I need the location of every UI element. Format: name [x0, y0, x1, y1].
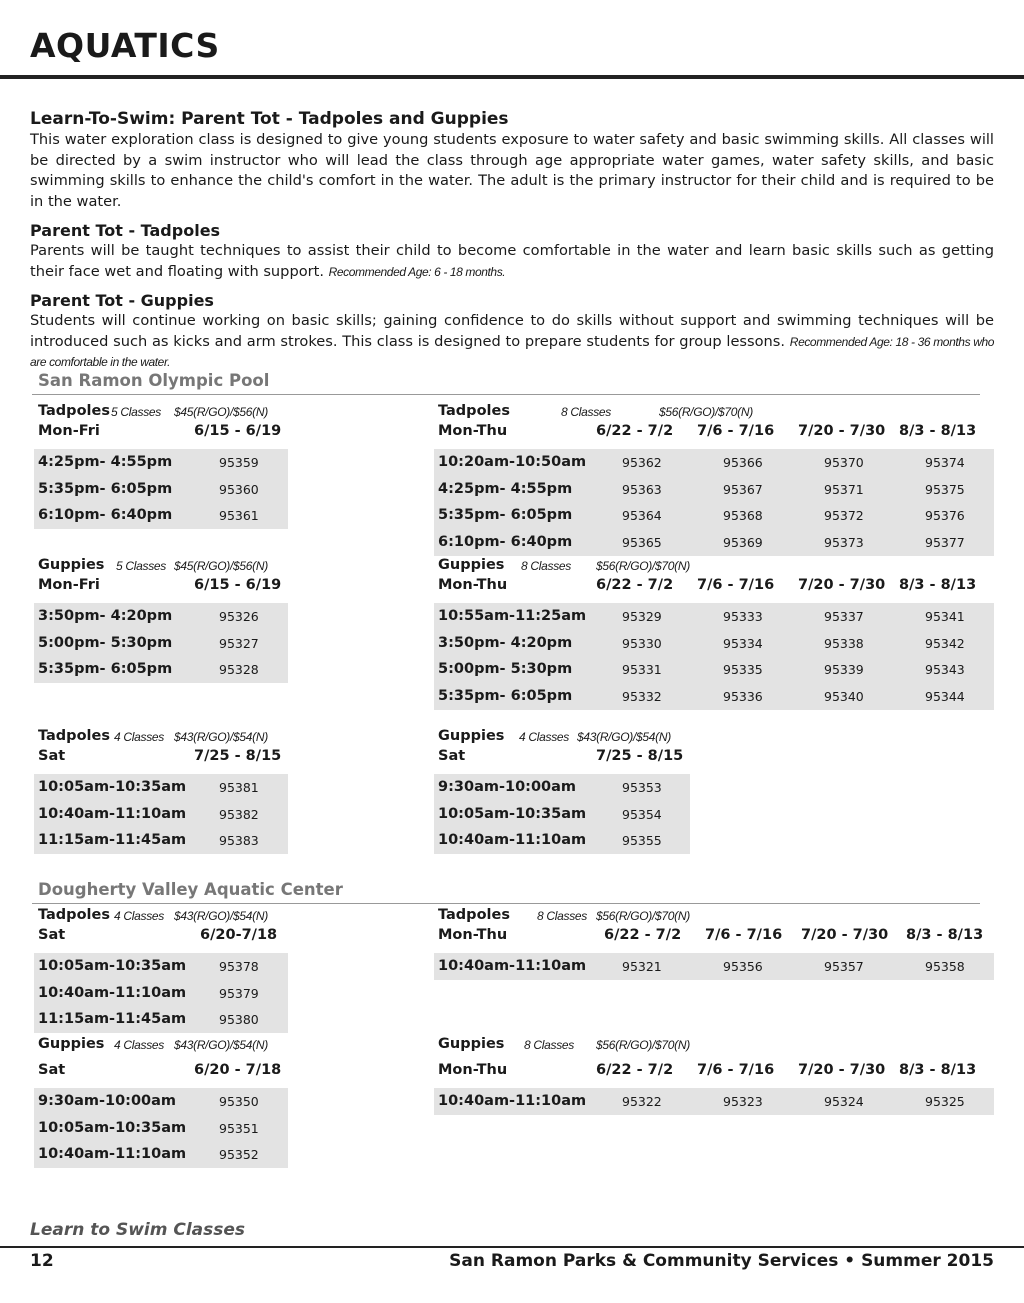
table-row [34, 1006, 288, 1033]
class-name: Tadpoles [38, 907, 110, 923]
footer-subtitle: Learn to Swim Classes [30, 1220, 246, 1240]
day-label: Mon-Thu [438, 577, 508, 593]
class-price: $43(R/GO)/$54(N) [174, 909, 268, 923]
course-code: 95338 [824, 635, 864, 651]
course-code: 95380 [219, 1012, 259, 1028]
course-code: 95356 [723, 959, 763, 974]
day-label: Sat [38, 927, 66, 943]
table-row [34, 801, 288, 828]
day-header-row [34, 423, 288, 443]
class-time: 11:15am-11:45am [38, 1011, 187, 1028]
table-row [34, 953, 288, 980]
date-range-header: 6/20 - 7/18 [194, 1062, 282, 1078]
course-code: 95332 [622, 689, 662, 705]
course-code: 95364 [622, 508, 662, 524]
date-range-header: 8/3 - 8/13 [906, 927, 984, 943]
date-range-header: 7/20 - 7/30 [798, 577, 886, 593]
table-row [34, 476, 288, 503]
class-name: Tadpoles [438, 907, 510, 923]
schedule-block [34, 907, 288, 1033]
date-range-header: 7/20 - 7/30 [798, 1062, 886, 1078]
schedule-block [34, 1036, 288, 1168]
class-time: 4:25pm- 4:55pm [438, 480, 573, 497]
course-code: 95352 [219, 1147, 259, 1163]
table-row [434, 656, 994, 683]
block-header [434, 557, 994, 577]
intro-body: This water exploration class is designed to give young students exposure to water safety and basic swimming skills. All classes will be directed by a swim instructor who will lead the class through age appropriate water games, water safety skills, and basic swimming skills to enhance the child's comfort in the water. The adult is the primary instructor for their child and is required to be in the water. [30, 131, 994, 210]
schedule-block [434, 907, 994, 980]
class-name: Tadpoles [38, 728, 110, 744]
class-name: Guppies [438, 557, 505, 573]
block-header [434, 907, 994, 927]
block-header [34, 403, 288, 423]
class-time: 10:05am-10:35am [438, 805, 587, 822]
tadpoles-description [30, 241, 994, 282]
day-label: Sat [438, 748, 466, 764]
course-code: 95339 [824, 662, 864, 678]
class-time: 10:40am-11:10am [438, 832, 587, 849]
course-code: 95340 [824, 689, 864, 705]
day-header-row [34, 748, 288, 768]
course-code: 95357 [824, 959, 864, 974]
course-code: 95326 [219, 609, 259, 624]
block-header [34, 728, 288, 748]
class-name: Guppies [38, 557, 105, 573]
course-code: 95341 [925, 609, 965, 624]
table-row [434, 603, 994, 630]
class-price: $56(R/GO)/$70(N) [659, 405, 753, 419]
schedule-block [434, 728, 690, 854]
course-code: 95359 [219, 455, 259, 470]
course-code: 95342 [925, 635, 965, 651]
date-range-header: 6/22 - 7/2 [596, 1062, 674, 1078]
date-range-header: 8/3 - 8/13 [899, 423, 977, 439]
intro-section [30, 108, 994, 373]
class-price: $45(R/GO)/$56(N) [174, 559, 268, 573]
class-count: 8 Classes [524, 1038, 574, 1052]
block-header [434, 728, 690, 748]
block-header [34, 557, 288, 577]
course-code: 95327 [219, 635, 259, 651]
course-code: 95324 [824, 1094, 864, 1109]
course-code: 95371 [824, 481, 864, 497]
pool-rule-olympic [32, 394, 980, 395]
class-count: 5 Classes [111, 405, 161, 419]
day-label: Mon-Thu [438, 1062, 508, 1078]
class-time: 5:00pm- 5:30pm [38, 634, 173, 651]
table-row [34, 1088, 288, 1115]
course-code: 95373 [824, 535, 864, 551]
page-title: AQUATICS [30, 26, 220, 65]
course-code: 95374 [925, 455, 965, 470]
course-code: 95368 [723, 508, 763, 524]
date-range-header: 7/6 - 7/16 [697, 423, 775, 439]
schedule-block [34, 728, 288, 854]
schedule-block [34, 557, 288, 683]
class-count: 5 Classes [116, 559, 166, 573]
class-time: 5:35pm- 6:05pm [438, 688, 573, 705]
class-price: $43(R/GO)/$54(N) [577, 730, 671, 744]
date-range-header: 6/15 - 6/19 [194, 423, 282, 439]
course-code: 95335 [723, 662, 763, 678]
class-price: $56(R/GO)/$70(N) [596, 1038, 690, 1052]
schedule-block [34, 403, 288, 529]
class-time: 4:25pm- 4:55pm [38, 454, 173, 470]
class-time: 5:35pm- 6:05pm [38, 480, 173, 497]
class-time: 6:10pm- 6:40pm [438, 534, 573, 551]
class-name: Guppies [438, 728, 505, 744]
pool-title-olympic: San Ramon Olympic Pool [38, 371, 270, 390]
table-row [434, 1088, 994, 1115]
date-range-header: 7/20 - 7/30 [801, 927, 889, 943]
date-range-header: 7/6 - 7/16 [705, 927, 783, 943]
course-code: 95333 [723, 609, 763, 624]
day-label: Mon-Thu [438, 423, 508, 439]
course-code: 95337 [824, 609, 864, 624]
table-row [34, 603, 288, 630]
block-header [434, 403, 994, 423]
tadpoles-age: Recommended Age: 6 - 18 months. [328, 264, 506, 279]
date-range-header: 6/15 - 6/19 [194, 577, 282, 593]
course-code: 95378 [219, 959, 259, 974]
class-time: 6:10pm- 6:40pm [38, 507, 173, 524]
class-name: Tadpoles [38, 403, 110, 419]
course-code: 95330 [622, 635, 662, 651]
class-count: 8 Classes [537, 909, 587, 923]
course-code: 95321 [622, 959, 662, 974]
course-code: 95375 [925, 481, 965, 497]
course-code: 95354 [622, 806, 662, 822]
table-row [434, 502, 994, 529]
table-row [34, 774, 288, 801]
class-time: 10:40am-11:10am [38, 984, 187, 1001]
guppies-body: Students will continue working on basic skills; gaining confidence to do skills without support and swimming techniques will be introduced such as kicks and arm strokes. This class is designed to prepare students for group lessons. [30, 312, 994, 350]
class-price: $43(R/GO)/$54(N) [174, 730, 268, 744]
class-time: 5:35pm- 6:05pm [38, 661, 173, 678]
page-number: 12 [30, 1251, 54, 1271]
class-count: 4 Classes [519, 730, 569, 744]
day-label: Mon-Thu [438, 927, 508, 943]
course-code: 95344 [925, 689, 965, 705]
date-range-header: 8/3 - 8/13 [899, 577, 977, 593]
course-code: 95381 [219, 780, 259, 795]
day-label: Mon-Fri [38, 423, 100, 439]
table-row [34, 827, 288, 854]
course-code: 95343 [925, 662, 965, 678]
course-code: 95363 [622, 481, 662, 497]
day-label: Sat [38, 748, 66, 764]
course-code: 95350 [219, 1094, 259, 1109]
course-code: 95329 [622, 609, 662, 624]
block-header [34, 907, 288, 927]
day-header-row [34, 927, 288, 947]
course-code: 95369 [723, 535, 763, 551]
date-range-header: 7/6 - 7/16 [697, 577, 775, 593]
course-code: 95334 [723, 635, 763, 651]
date-range-header: 8/3 - 8/13 [899, 1062, 977, 1078]
course-code: 95325 [925, 1094, 965, 1109]
class-count: 4 Classes [114, 1038, 164, 1052]
intro-heading: Learn-To-Swim: Parent Tot - Tadpoles and Guppies [30, 109, 509, 129]
course-code: 95361 [219, 508, 259, 524]
course-code: 95372 [824, 508, 864, 524]
day-header-row [434, 1062, 994, 1082]
class-time: 10:40am-11:10am [38, 1146, 187, 1163]
date-range-header: 7/25 - 8/15 [194, 748, 282, 764]
course-code: 95365 [622, 535, 662, 551]
class-name: Tadpoles [438, 403, 510, 419]
date-range-header: 6/20-7/18 [200, 927, 278, 943]
class-time: 9:30am-10:00am [38, 1093, 177, 1109]
class-time: 5:35pm- 6:05pm [438, 507, 573, 524]
schedule-block [434, 1036, 994, 1115]
class-price: $56(R/GO)/$70(N) [596, 909, 690, 923]
table-row [434, 630, 994, 657]
table-row [34, 1115, 288, 1142]
course-code: 95353 [622, 780, 662, 795]
table-row [434, 953, 994, 980]
day-header-row [434, 423, 994, 443]
day-header-row [34, 1062, 288, 1082]
table-row [434, 801, 690, 828]
table-row [434, 827, 690, 854]
class-price: $45(R/GO)/$56(N) [174, 405, 268, 419]
day-label: Sat [38, 1062, 66, 1078]
course-code: 95358 [925, 959, 965, 974]
class-time: 10:20am-10:50am [438, 454, 587, 470]
date-range-header: 6/22 - 7/2 [604, 927, 682, 943]
class-count: 8 Classes [521, 559, 571, 573]
table-row [34, 656, 288, 683]
date-range-header: 7/6 - 7/16 [697, 1062, 775, 1078]
course-code: 95362 [622, 455, 662, 470]
course-code: 95323 [723, 1094, 763, 1109]
course-code: 95328 [219, 662, 259, 678]
table-row [34, 630, 288, 657]
date-range-header: 7/20 - 7/30 [798, 423, 886, 439]
pool-rule-dougherty [32, 903, 980, 904]
course-code: 95383 [219, 833, 259, 849]
guppies-age: Recommended Age: 18 - 36 months who are comfortable in the water. [30, 334, 995, 369]
class-time: 11:15am-11:45am [38, 832, 187, 849]
tadpoles-body: Parents will be taught techniques to assist their child to become comfortable in the water and learn basic skills such as getting their face wet and floating with support. [30, 242, 994, 280]
table-row [34, 980, 288, 1007]
class-time: 10:05am-10:35am [38, 1119, 187, 1136]
block-header [34, 1036, 288, 1056]
course-code: 95376 [925, 508, 965, 524]
table-row [434, 476, 994, 503]
class-time: 5:00pm- 5:30pm [438, 661, 573, 678]
footer-rule [0, 1246, 1024, 1248]
day-header-row [434, 927, 994, 947]
guppies-description [30, 311, 994, 373]
class-time: 10:40am-11:10am [438, 958, 587, 974]
class-time: 10:05am-10:35am [38, 779, 187, 795]
table-row [34, 502, 288, 529]
table-row [434, 449, 994, 476]
date-range-header: 7/25 - 8/15 [596, 748, 684, 764]
class-time: 3:50pm- 4:20pm [38, 608, 173, 624]
course-code: 95366 [723, 455, 763, 470]
course-code: 95322 [622, 1094, 662, 1109]
tadpoles-heading: Parent Tot - Tadpoles [30, 221, 221, 240]
course-code: 95377 [925, 535, 965, 551]
header-rule [0, 75, 1024, 79]
class-time: 10:05am-10:35am [38, 958, 187, 974]
class-price: $56(R/GO)/$70(N) [596, 559, 690, 573]
course-code: 95367 [723, 481, 763, 497]
pool-title-dougherty: Dougherty Valley Aquatic Center [38, 880, 343, 899]
class-time: 10:40am-11:10am [438, 1093, 587, 1109]
class-time: 10:40am-11:10am [38, 805, 187, 822]
day-header-row [434, 577, 994, 597]
class-time: 10:55am-11:25am [438, 608, 587, 624]
course-code: 95370 [824, 455, 864, 470]
course-code: 95382 [219, 806, 259, 822]
guppies-heading: Parent Tot - Guppies [30, 291, 214, 310]
schedule-block [434, 403, 994, 556]
course-code: 95336 [723, 689, 763, 705]
class-price: $43(R/GO)/$54(N) [174, 1038, 268, 1052]
class-name: Guppies [438, 1036, 505, 1052]
table-row [434, 774, 690, 801]
table-row [434, 683, 994, 710]
class-count: 8 Classes [561, 405, 611, 419]
table-row [34, 449, 288, 476]
block-header [434, 1036, 994, 1056]
class-name: Guppies [38, 1036, 105, 1052]
course-code: 95331 [622, 662, 662, 678]
course-code: 95379 [219, 985, 259, 1001]
day-header-row [434, 748, 690, 768]
table-row [34, 1141, 288, 1168]
schedule-block [434, 557, 994, 710]
day-header-row [34, 577, 288, 597]
day-label: Mon-Fri [38, 577, 100, 593]
course-code: 95355 [622, 833, 662, 849]
class-time: 9:30am-10:00am [438, 779, 577, 795]
course-code: 95360 [219, 481, 259, 497]
publication-name: San Ramon Parks & Community Services • Summer 2015 [449, 1251, 994, 1271]
table-row [434, 529, 994, 556]
class-time: 3:50pm- 4:20pm [438, 634, 573, 651]
course-code: 95351 [219, 1120, 259, 1136]
class-count: 4 Classes [114, 909, 164, 923]
class-count: 4 Classes [114, 730, 164, 744]
date-range-header: 6/22 - 7/2 [596, 577, 674, 593]
date-range-header: 6/22 - 7/2 [596, 423, 674, 439]
